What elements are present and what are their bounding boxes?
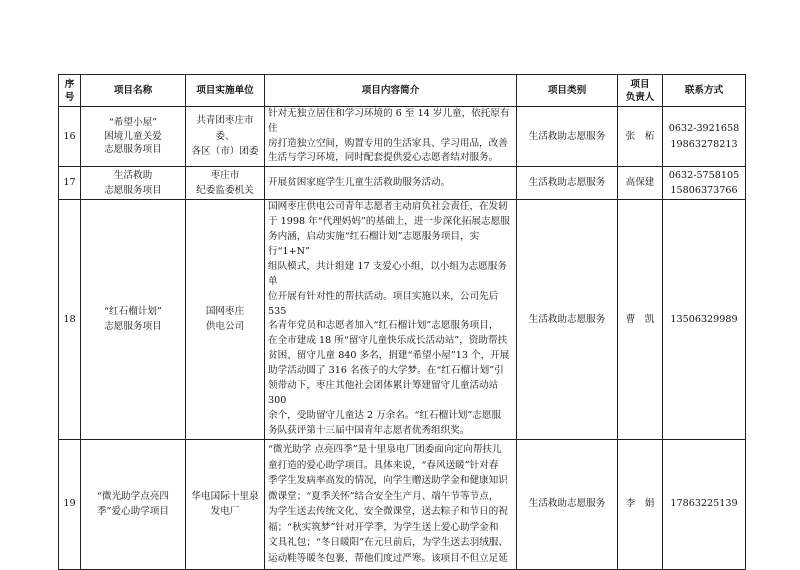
- row-unit: 枣庄市 纪委监委机关: [186, 167, 265, 200]
- header-leader: 项目 负责人: [618, 75, 663, 107]
- row-category: 生活救助志愿服务: [517, 439, 618, 569]
- row-name: 生活救助 志愿服务项目: [81, 167, 186, 200]
- row-category: 生活救助志愿服务: [517, 200, 618, 440]
- row-content: 开展贫困家庭学生儿童生活救助服务活动。: [265, 167, 517, 200]
- table-row: [59, 107, 746, 167]
- row-content: 针对无独立居住和学习环境的 6 至 14 岁儿童，依托原有住 房打造独立空间，购置专用的生活家具、学习用品，改善 生活与学习环境，同时配套提供爱心志愿者结对服务。: [265, 107, 517, 167]
- row-leader: 高保建: [618, 167, 663, 200]
- row-seq: 16: [59, 107, 81, 167]
- row-seq: 17: [59, 167, 81, 200]
- row-content: 国网枣庄供电公司青年志愿者主动肩负社会责任，在发轫 于 1998 年“代理妈妈”的基础上，进一步深化拓展志愿服 务内涵，启动实施“红石榴计划”志愿服务项目，实行“1+N” 组队模式，共计组建 17 支爱心小组，以小组为志愿服务单 位开展有针对性的帮扶活动。项目实施以来，公司先后 535 名青年党员和志愿者加入“红石榴计划”志愿服务项目， 在全市建成 18 所“留守儿童快乐成长活动站”，资助帮扶 贫困、留守儿童 840 多名，捐建“希望小屋”13 个，开展 助学活动圆了 316 名孩子的大学梦。在“红石榴计划”引 领带动下，枣庄其他社会团体累计筹建留守儿童活动站300 余个，受助留守儿童达 2 万余名。“红石榴计划”志愿服 务队获评第十三届中国青年志愿者优秀组织奖。: [265, 200, 517, 440]
- header-unit: 项目实施单位: [186, 75, 265, 107]
- row-category: 生活救助志愿服务: [517, 167, 618, 200]
- row-leader: 李 娟: [618, 439, 663, 569]
- row-name: “希望小屋” 困境儿童关爱 志愿服务项目: [81, 107, 186, 167]
- volunteer-project-table: [58, 74, 746, 570]
- header-seq: 序 号: [59, 75, 81, 107]
- row-category: 生活救助志愿服务: [517, 107, 618, 167]
- header-name: 项目名称: [81, 75, 186, 107]
- row-seq: 18: [59, 200, 81, 440]
- row-seq: 19: [59, 439, 81, 569]
- table-row: [59, 200, 746, 440]
- row-contact: 13506329989: [663, 200, 746, 440]
- header-row: [59, 75, 746, 107]
- row-name: “红石榴计划” 志愿服务项目: [81, 200, 186, 440]
- row-leader: 曹 凯: [618, 200, 663, 440]
- row-leader: 张 柘: [618, 107, 663, 167]
- row-contact: 0632-3921658 19863278213: [663, 107, 746, 167]
- table-row: [59, 439, 746, 569]
- row-unit: 国网枣庄 供电公司: [186, 200, 265, 440]
- row-contact: 0632-5758105 15806373766: [663, 167, 746, 200]
- row-unit: 华电国际十里泉 发电厂: [186, 439, 265, 569]
- header-category: 项目类别: [517, 75, 618, 107]
- row-name: “微光助学点亮四 季”爱心助学项目: [81, 439, 186, 569]
- header-content: 项目内容简介: [265, 75, 517, 107]
- table-row: [59, 167, 746, 200]
- row-unit: 共青团枣庄市委、 各区（市）团委: [186, 107, 265, 167]
- row-content: “微光助学 点亮四季”是十里泉电厂团委面向定向帮扶儿 童打造的爱心助学项目。具体来说，“春风送暖”针对春 季学生发病率高发的情况，向学生赠送助学金和健康知识 微课堂；“夏季关怀”结合安全生产月、端午节等节点， 为学生送去传统文化、安全微课堂，送去粽子和节日的祝 福；“秋实筑梦”针对开学季，为学生送上爱心助学金和 文具礼包；“冬日暖阳”在元旦前后，为学生送去羽绒服、 运动鞋等暖冬包裹，帮他们度过严寒。该项目不但立足延: [265, 439, 517, 569]
- header-contact: 联系方式: [663, 75, 746, 107]
- row-contact: 17863225139: [663, 439, 746, 569]
